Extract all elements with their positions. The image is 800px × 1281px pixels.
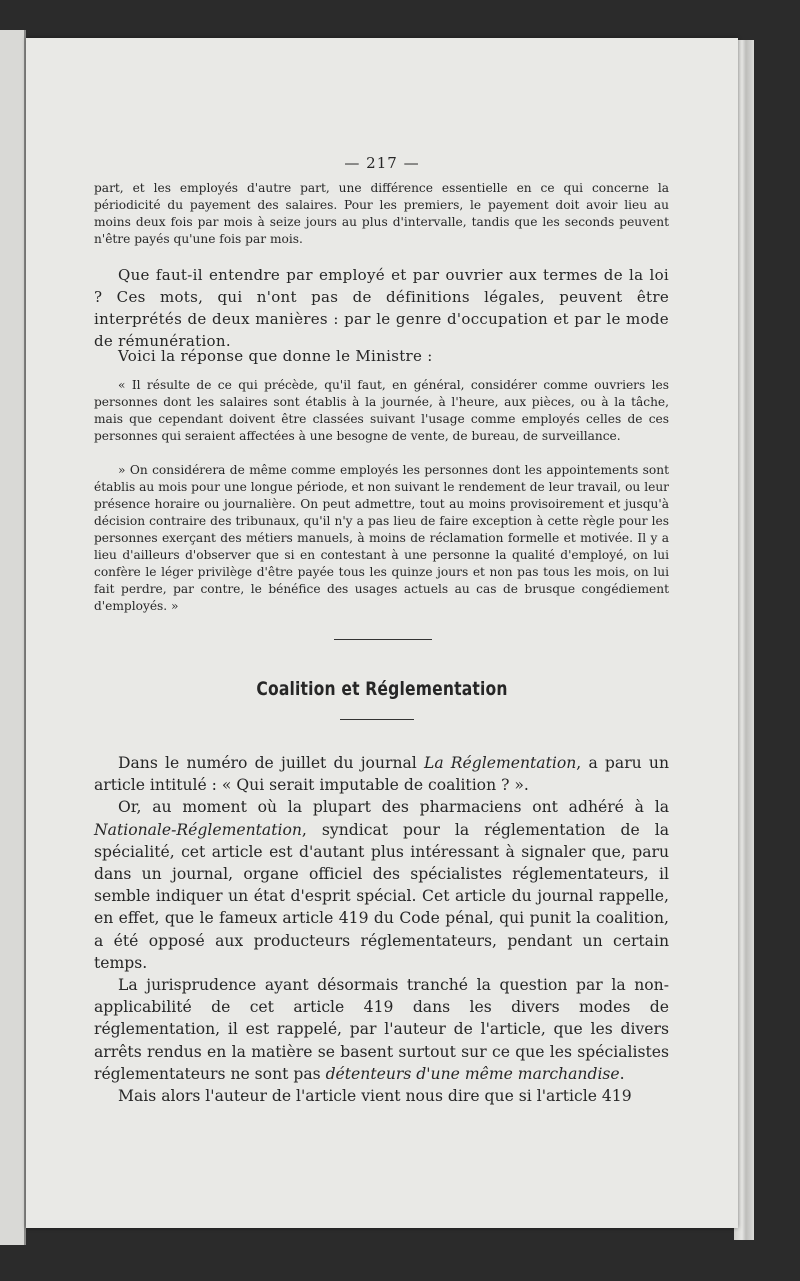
question-paragraph: Que faut-il entendre par employé et par ouvrier aux termes de la loi ? Ces mots, qui n'ont pas de définitions légales, peuvent être interprétés de deux manières : par le genre d'occupation et par le mode de rémunération. [94, 266, 669, 350]
body-paragraph-2: Or, au moment où la plupart des pharmaciens ont adhéré à la Nationale-Réglementation, syndicat pour la réglementation de la spécialité, cet article est d'autant plus intéressant à signaler que, paru dans un journal, organe officiel des spécialistes réglementateurs, il semble indiquer un état d'esprit spécial. Cet article du journal rappelle, en effet, que le fameux article 419 du Code pénal, qui punit la coalition, a été opposé aux producteurs réglementateurs, pendant un certain temps. [94, 798, 669, 972]
body-paragraph-4: Mais alors l'auteur de l'article vient nous dire que si l'article 419 [118, 1087, 632, 1106]
quote-paragraph-2: » On considérera de même comme employés les personnes dont les appointements sont établis au mois pour une longue période, et non suivant le rendement de leur travail, ou leur présence horaire ou journalière. On peut admettre, tout au moins provisoirement et jusqu'à décision contraire des tribunaux, qu'il n'y a pas lieu de faire exception à cette règle pour les personnes exerçant des métiers manuels, à moins de réclamation formelle et motivée. Il y a lieu d'ailleurs d'observer que si en contestant à une personne la qualité d'employé, on lui confère le léger privilège d'être payée tous les quinze jours et non pas tous les mois, on lui fait perdre, par contre, le bénéfice des usages actuels au cas de brusque congédiement d'employés. » [94, 463, 669, 613]
body-paragraph-3: La jurisprudence ayant désormais tranché la question par la non-applicabilité de cet article 419 dans les divers modes de réglementation, il est rappelé, par l'auteur de l'article, que les divers arrêts rendus en la matière se basent surtout sur ce que les spécialistes réglementateurs ne sont pas détenteurs d'une même marchandise. [94, 976, 669, 1083]
intro-paragraph: part, et les employés d'autre part, une différence essentielle en ce qui concerne la périodicité du payement des salaires. Pour les premiers, le payement doit avoir lieu au moins deux fois par mois à seize jours au plus d'intervalle, tandis que les seconds peuvent n'être payés qu'une fois par mois. [94, 181, 669, 246]
journal-title: La Réglementation [423, 754, 577, 772]
syndicate-name: Nationale-Réglementation [94, 820, 302, 839]
response-intro: Voici la réponse que donne le Ministre : [118, 347, 433, 365]
body-paragraph-1: Dans le numéro de juillet du journal La Réglementation, a paru un article intitulé : « Qui serait imputable de coalition ? ». [94, 754, 669, 795]
section-body [94, 752, 669, 1107]
section-title: Coalition et Réglementation [256, 678, 508, 700]
quote-paragraph-1: « Il résulte de ce qui précède, qu'il faut, en général, considérer comme ouvriers les personnes dont les salaires sont établis à la journée, à l'heure, aux pièces, ou à la tâche, mais que cependant doivent être classées suivant l'usage comme employés celles de ces personnes qui seraient affectées à une besogne de vente, de bureau, de surveillance. [94, 378, 669, 443]
bottom-divider [340, 719, 414, 720]
top-divider [334, 639, 432, 640]
left-page-edge [0, 30, 26, 1245]
emphasis-text: détenteurs d'une même marchandise [325, 1064, 620, 1083]
book-page [26, 38, 738, 1228]
page-number: — 217 — [344, 154, 420, 172]
